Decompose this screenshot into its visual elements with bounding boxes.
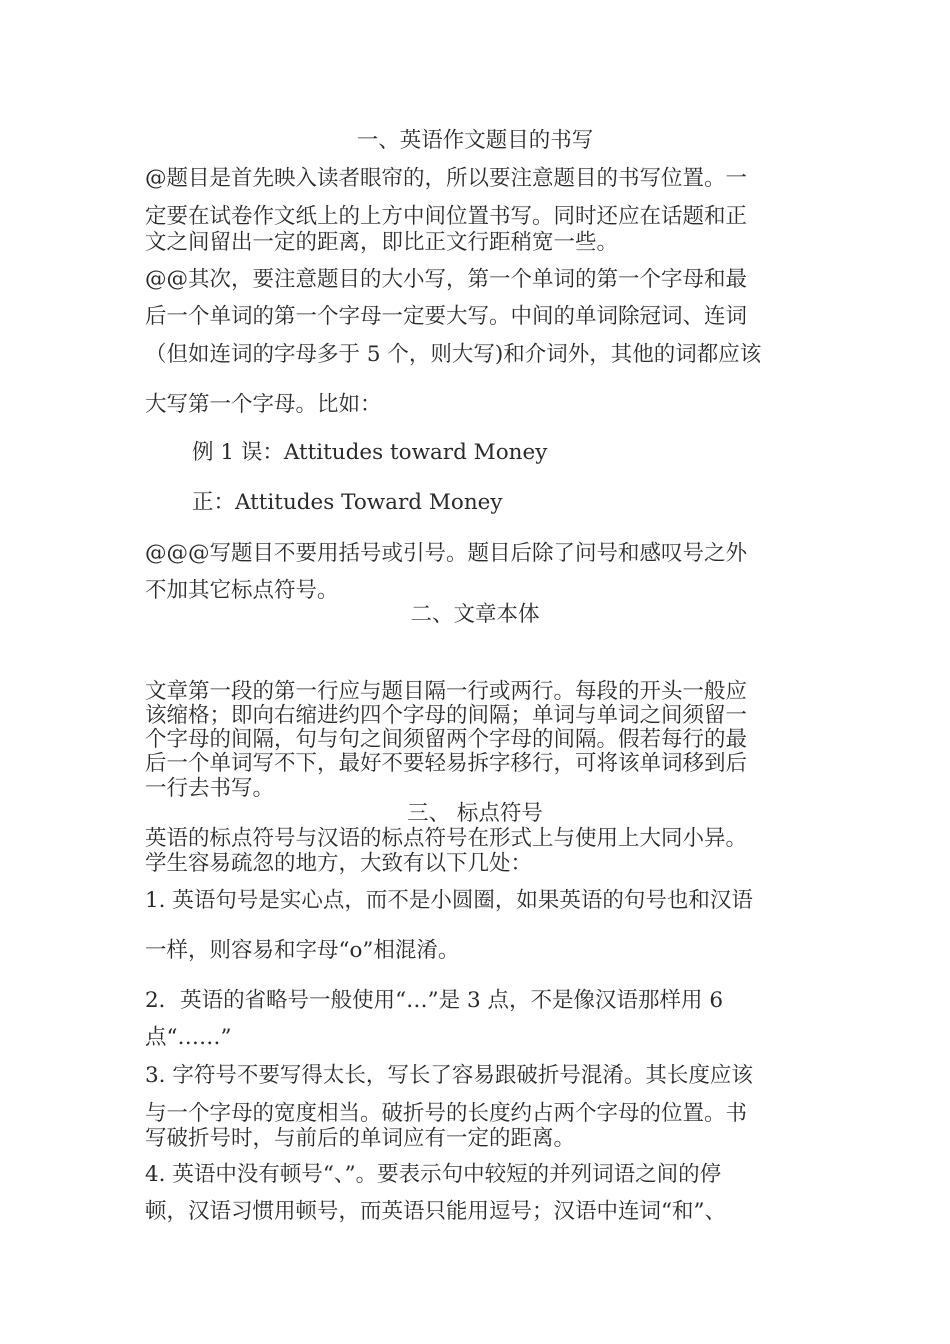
paragraph-line: @@@写题目不要用括号或引号。题目后除了问号和感叹号之外 bbox=[145, 541, 748, 566]
section-heading-body: 二、文章本体 bbox=[410, 602, 540, 627]
list-item-line: 写破折号时，与前后的单词应有一定的距离。 bbox=[145, 1126, 576, 1151]
paragraph-line: 定要在试卷作文纸上的上方中间位置书写。同时还应在话题和正 bbox=[145, 204, 748, 229]
paragraph-line: （但如连词的字母多于 5 个，则大写)和介词外，其他的词都应该 bbox=[145, 342, 762, 367]
paragraph-line: @题目是首先映入读者眼帘的，所以要注意题目的书写位置。一 bbox=[145, 166, 748, 191]
list-item-line: 2．英语的省略号一般使用“…”是 3 点，不是像汉语那样用 6 bbox=[145, 988, 724, 1013]
paragraph-line: 后一个单词写不下，最好不要轻易拆字移行，可将该单词移到后 bbox=[145, 751, 748, 776]
paragraph-line: 一行去书写。 bbox=[145, 776, 275, 801]
paragraph-line: 不加其它标点符号。 bbox=[145, 578, 339, 603]
paragraph-line: 学生容易疏忽的地方，大致有以下几处： bbox=[145, 851, 533, 876]
example-right: 正：Attitudes Toward Money bbox=[192, 490, 503, 515]
section-heading-punctuation: 三、 标点符号 bbox=[407, 801, 543, 826]
list-item-line: 与一个字母的宽度相当。破折号的长度约占两个字母的位置。书 bbox=[145, 1101, 748, 1126]
list-item-line: 顿，汉语习惯用顿号，而英语只能用逗号；汉语中连词“和”、 bbox=[145, 1199, 726, 1224]
paragraph-line: 文章第一段的第一行应与题目隔一行或两行。每段的开头一般应 bbox=[145, 679, 748, 704]
list-item-line: 点“……” bbox=[145, 1025, 232, 1050]
list-item-line: 1. 英语句号是实心点，而不是小圆圈，如果英语的句号也和汉语 bbox=[145, 888, 753, 913]
list-item-line: 一样，则容易和字母“o”相混淆。 bbox=[145, 938, 460, 963]
section-heading-title-writing: 一、英语作文题目的书写 bbox=[356, 128, 594, 153]
list-item-line: 4. 英语中没有顿号“、”。要表示句中较短的并列词语之间的停 bbox=[145, 1162, 722, 1187]
example-wrong: 例 1 误：Attitudes toward Money bbox=[192, 440, 548, 465]
paragraph-line: 该缩格；即向右缩进约四个字母的间隔；单词与单词之间须留一 bbox=[145, 703, 748, 728]
paragraph-line: 后一个单词的第一个字母一定要大写。中间的单词除冠词、连词 bbox=[145, 304, 748, 329]
paragraph-line: 个字母的间隔，句与句之间须留两个字母的间隔。假若每行的最 bbox=[145, 727, 748, 752]
paragraph-line: 英语的标点符号与汉语的标点符号在形式上与使用上大同小异。 bbox=[145, 826, 748, 851]
paragraph-line: 大写第一个字母。比如： bbox=[145, 392, 382, 417]
paragraph-line: @@其次，要注意题目的大小写，第一个单词的第一个字母和最 bbox=[145, 267, 748, 292]
list-item-line: 3. 字符号不要写得太长，写长了容易跟破折号混淆。其长度应该 bbox=[145, 1063, 753, 1088]
paragraph-line: 文之间留出一定的距离，即比正文行距稍宽一些。 bbox=[145, 230, 619, 255]
